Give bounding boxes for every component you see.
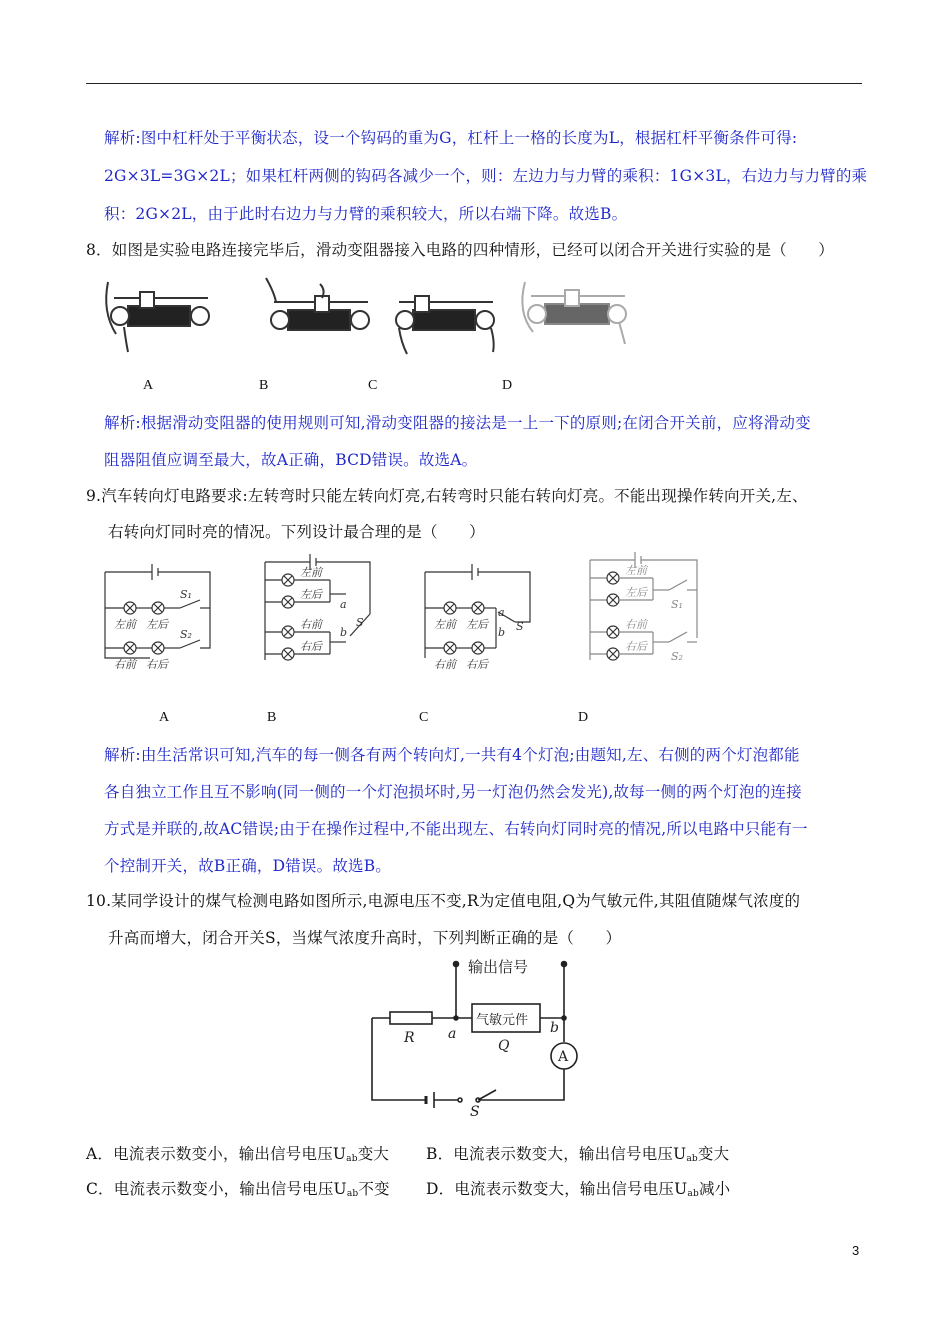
svg-text:左后: 左后 [466,618,488,631]
svg-text:S: S [356,616,364,629]
svg-text:Q: Q [498,1038,510,1054]
q10-stem-line2: 升高而增大，闭合开关S，当煤气浓度升高时，下列判断正确的是（ ） [108,929,622,947]
rheostat-a-image [106,282,209,352]
q10-circuit-figure [360,952,590,1117]
q8-option-b: B [259,378,269,393]
q7-analysis-line3: 积：2G×2L，由于此时右边力与力臂的乘积较大，所以右端下降。故选B。 [104,205,628,223]
q8-option-c: C [368,378,378,393]
svg-text:S₁: S₁ [180,588,192,601]
circuit-d-labels [625,564,683,663]
svg-text:S: S [470,1104,480,1117]
svg-text:A: A [558,1049,569,1065]
q8-analysis-line1: 解析:根据滑动变阻器的使用规则可知,滑动变阻器的接法是一上一下的原则;在闭合开关前，应将滑动变 [104,414,811,432]
svg-text:左后: 左后 [625,586,647,599]
header-rule [86,83,862,84]
svg-text:b: b [340,626,348,639]
svg-text:b: b [550,1020,559,1036]
q8-rheostat-figures [100,272,640,362]
svg-text:左前: 左前 [625,564,647,577]
q10-figure-labels [403,958,569,1117]
q9-analysis-line2: 各自独立工作且互不影响(同一侧的一个灯泡损坏时,另一灯泡仍然会发光),故每一侧的两个灯泡的连接 [104,783,802,801]
q9-option-b: B [267,710,277,725]
q10-stem-line1: 10.某同学设计的煤气检测电路如图所示,电源电压不变,R为定值电阻,Q为气敏元件,其阻值随煤气浓度的 [86,892,801,910]
svg-text:右前: 右前 [300,618,322,631]
svg-text:左前: 左前 [434,618,456,631]
q9-option-d: D [578,710,589,725]
q9-option-a: A [159,710,170,725]
svg-text:气敏元件: 气敏元件 [476,1013,529,1028]
svg-text:右前: 右前 [114,658,136,671]
svg-text:右后: 右后 [466,658,488,671]
q9-circuit-figures [100,550,720,675]
rheostat-b-image [266,278,369,330]
svg-text:a: a [448,1026,457,1042]
svg-text:右前: 右前 [434,658,456,671]
rheostat-d-image [522,282,626,344]
svg-text:左后: 左后 [300,588,322,601]
circuit-b-labels [300,566,364,653]
q8-stem: 8．如图是实验电路连接完毕后，滑动变阻器接入电路的四种情形，已经可以闭合开关进行实验的是（ ） [86,241,834,259]
svg-text:a: a [340,598,347,611]
svg-text:右后: 右后 [146,658,168,671]
svg-text:右后: 右后 [300,640,322,653]
svg-text:S₁: S₁ [671,598,683,611]
q9-analysis-line4: 个控制开关，故B正确，D错误。故选B。 [104,857,392,875]
q9-analysis-line1: 解析:由生活常识可知,汽车的每一侧各有两个转向灯,一共有4个灯泡;由题知,左、右侧的两个灯泡都能 [104,746,800,764]
q9-stem-line2: 右转向灯同时亮的情况。下列设计最合理的是（ ） [108,523,485,541]
q8-analysis-line2: 阻器阻值应调至最大，故A正确，BCD错误。故选A。 [104,451,478,469]
svg-text:左后: 左后 [146,618,168,631]
svg-text:S₂: S₂ [671,650,683,663]
q9-analysis-line3: 方式是并联的,故AC错误;由于在操作过程中,不能出现左、右转向灯同时亮的情况,所以电路中只能有一 [104,820,808,838]
circuit-c [425,564,530,658]
circuit-a-labels [114,588,192,671]
page-number: 3 [852,1243,860,1258]
q7-analysis-line1: 解析:图中杠杆处于平衡状态，设一个钩码的重为G，杠杆上一格的长度为L，根据杠杆平衡条件可得: [104,129,798,147]
svg-text:输出信号: 输出信号 [468,958,529,976]
q9-option-c: C [419,710,429,725]
svg-text:a: a [498,606,505,619]
svg-text:左前: 左前 [114,618,136,631]
q8-option-d: D [502,378,513,393]
rheostat-c-image [396,296,494,354]
q10-option-c: C．电流表示数变小，输出信号电压$U_{ab}$不变 [86,1180,390,1199]
svg-text:b: b [498,626,506,639]
svg-text:右前: 右前 [625,618,647,631]
svg-text:左前: 左前 [300,566,322,579]
q10-option-d: D．电流表示数变大，输出信号电压$U_{ab}$减小 [426,1180,731,1199]
circuit-c-labels [434,606,524,671]
svg-text:S: S [516,620,524,633]
q9-stem-line1: 9.汽车转向灯电路要求:左转弯时只能左转向灯亮,右转弯时只能右转向灯亮。不能出现操作转向开关,左、 [86,487,808,505]
q10-option-a: A．电流表示数变小，输出信号电压$U_{ab}$变大 [86,1145,390,1164]
circuit-a [105,564,210,658]
svg-text:R: R [404,1030,415,1046]
svg-text:右后: 右后 [625,640,647,653]
q7-analysis-line2: 2G×3L=3G×2L；如果杠杆两侧的钩码各减少一个，则：左边力与力臂的乘积：1G×3L，右边力与力臂的乘 [104,167,868,185]
q10-option-b: B．电流表示数变大，输出信号电压$U_{ab}$变大 [426,1145,730,1164]
q8-option-a: A [143,378,154,393]
svg-text:S₂: S₂ [180,628,192,641]
